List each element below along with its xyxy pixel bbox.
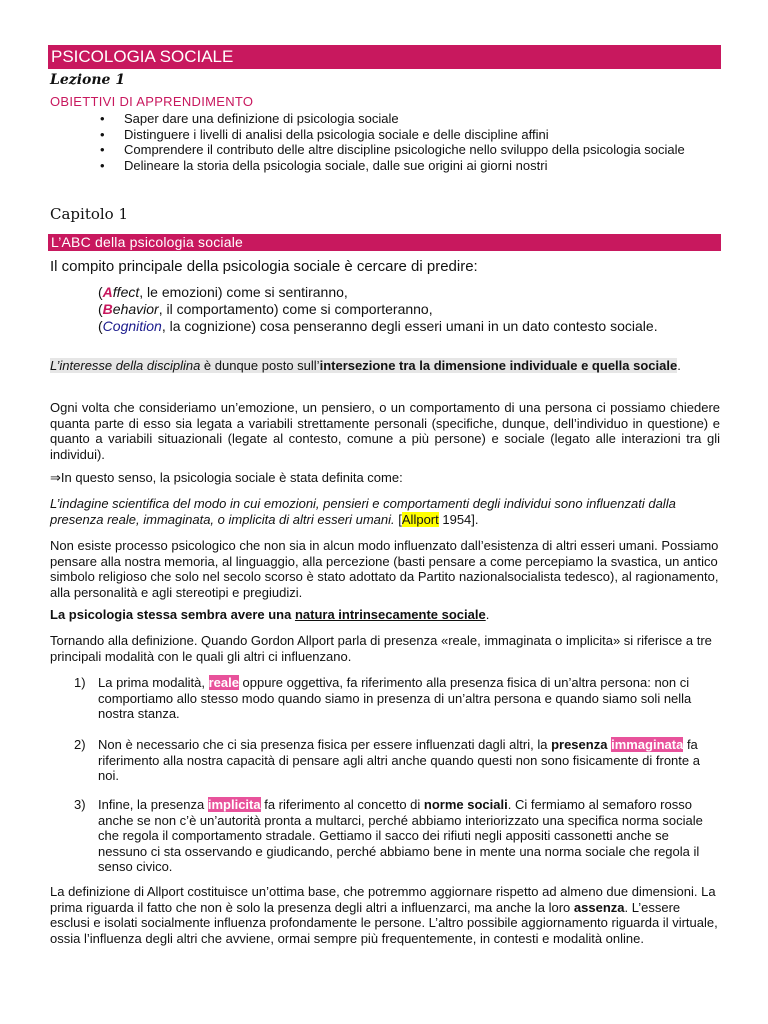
highlight-reale: reale: [208, 675, 239, 690]
bullet-icon: •: [100, 142, 105, 158]
objective-item: • Saper dare una definizione di psicologia sociale: [100, 111, 399, 126]
interest-statement: L’interesse della disciplina è dunque posto sull’intersezione tra la dimensione individuale e quella sociale.: [50, 358, 681, 373]
section-title-bar: [48, 234, 721, 251]
abc-list: [98, 284, 718, 335]
mode-item-2: 2) Non è necessario che ci sia presenza fisica per essere influenzati dagli altri, la presenza immaginata fa riferimento alla nostra capacità di pensare agli altri anche quando questi non sono fisicamente di fronte a noi.: [74, 737, 700, 784]
process-paragraph: Non esiste processo psicologico che non sia in alcun modo influenzato dall’esistenza di altri esseri umani. Possiamo pensare alla nostra memoria, al linguaggio, alla percezione (basti pensare a come percepiamo la svastica, un antico simbolo religioso che solo nel secolo scorso è stato adottato da Partito nazionalsocialista tedesco), al ragionamento, alla personalità e agli stereotipi e pregiudizi.: [50, 538, 719, 600]
document-title: PSICOLOGIA SOCIALE: [51, 47, 234, 66]
intro-text: Il compito principale della psicologia sociale è cercare di predire:: [50, 258, 478, 275]
emotion-paragraph: Ogni volta che consideriamo un’emozione, un pensiero, o un comportamento di una persona ci possiamo chiedere quanta parte di esso sia legata a variabili strettamente personali (specifiche, dunque, dell’individuo in questione) e quanto a variabili situazionali (legate al contesto, comune a più persone) e sociale (legato alle interazioni tra gli individui).: [50, 400, 720, 462]
definition-intro: ⇒In questo senso, la psicologia sociale è stata definita come:: [50, 470, 403, 485]
document-title-bar: [48, 45, 721, 69]
bullet-icon: •: [100, 157, 105, 173]
abc-cognition: (Cognition, la cognizione) cosa penseranno degli esseri umani in un dato contesto sociale.: [98, 318, 658, 334]
chapter-label: Capitolo 1: [50, 205, 129, 223]
bullet-icon: •: [100, 126, 105, 142]
abc-affect: (Affect, le emozioni) come si sentiranno,: [98, 284, 348, 300]
objective-item: • Delineare la storia della psicologia sociale, dalle sue origini ai giorni nostri: [100, 157, 548, 173]
objectives-list: [100, 111, 718, 173]
highlight-immaginata: immaginata: [611, 737, 684, 752]
mode-item-3: 3) Infine, la presenza implicita fa riferimento al concetto di norme sociali. Ci fermiamo al semaforo rosso anche se non c’è un’autorità pronta a multarci, perché abbiamo interiorizzato una specifica norma sociale che regola il comportamento stradale. Gettiamo il sacco dei rifiuti negli appositi cassonetti anche se nessuno ci sta osservando e giudicando, perché abbiamo bene in mente una norma sociale che regola il senso civico.: [74, 797, 703, 875]
highlight-implicita: implicita: [207, 797, 261, 812]
allport-quote: L’indagine scientifica del modo in cui emozioni, pensieri e comportamenti degli individui sono influenzati dalla presenza reale, immaginata, o implicita di altri esseri umani. [Allport 1954].: [50, 496, 676, 527]
definition-paragraph: Tornando alla definizione. Quando Gordon Allport parla di presenza «reale, immaginata o implicita» si riferisce a tre principali modalità con le quali gli altri ci influenzano.: [50, 633, 712, 664]
social-nature-statement: La psicologia stessa sembra avere una natura intrinsecamente sociale.: [50, 607, 490, 622]
mode-item-1: 1) La prima modalità, reale oppure oggettiva, fa riferimento alla presenza fisica di un’altra persona: non ci comportiamo allo stesso modo quando siamo in presenza di un’altra persona e quando siamo soli nella nostra stanza.: [74, 675, 692, 722]
bullet-icon: •: [100, 111, 105, 126]
allport-citation: Allport: [401, 511, 439, 527]
lesson-label: Lezione 1: [50, 72, 126, 88]
section-title: L’ABC della psicologia sociale: [51, 234, 243, 250]
objective-item: • Distinguere i livelli di analisi della psicologia sociale e delle discipline affini: [100, 126, 549, 142]
closing-paragraph: La definizione di Allport costituisce un’ottima base, che potremmo aggiornare rispetto ad almeno due dimensioni. La prima riguarda il fatto che non è solo la presenza degli altri a influenzarci, ma anche la loro assenza. L’essere esclusi e isolati socialmente influenza profondamente le persone. L’altro possibile aggiornamento riguarda il virtuale, ossia l’influenza degli altri che avviene, ormai sempre più frequentemente, in contesti e modalità online.: [50, 884, 718, 946]
abc-behavior: (Behavior, il comportamento) come si comporteranno,: [98, 301, 433, 317]
objectives-heading: OBIETTIVI DI APPRENDIMENTO: [50, 94, 254, 109]
objective-item: • Comprendere il contributo delle altre discipline psicologiche nello sviluppo della psicologia sociale: [100, 142, 685, 158]
